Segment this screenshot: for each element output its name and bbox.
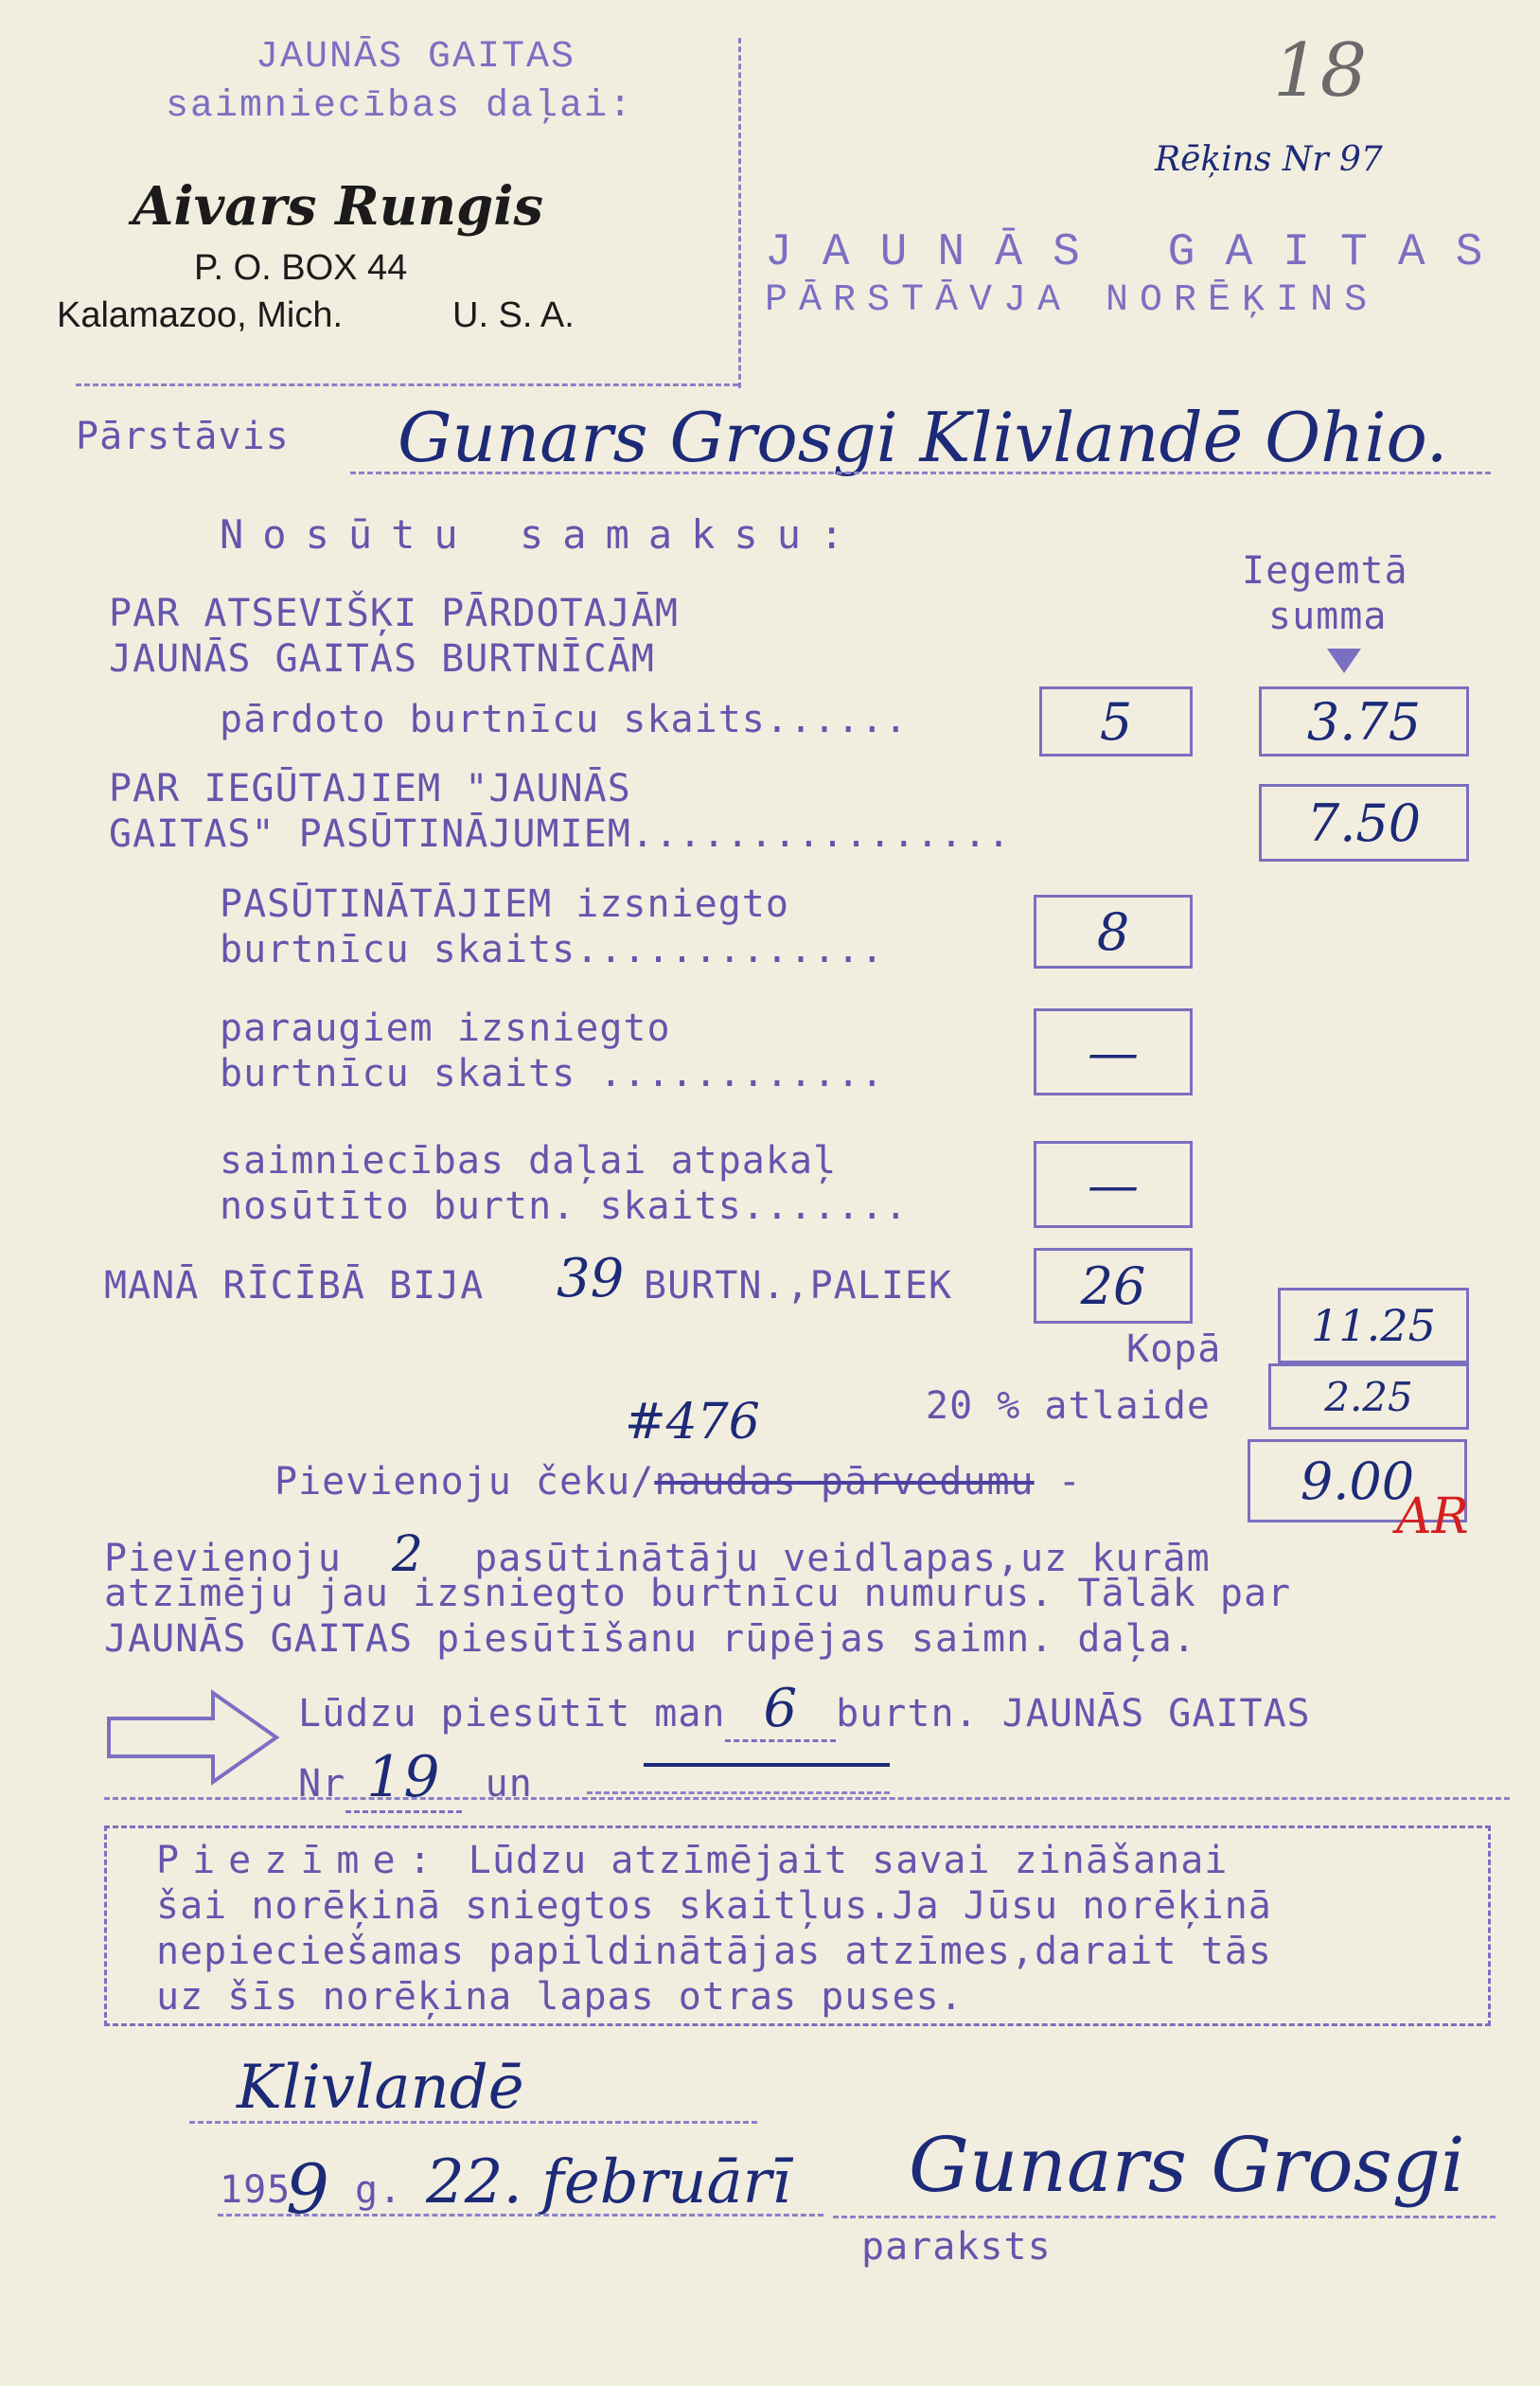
request-line-2 [298, 1744, 533, 1810]
subscriptions-sum-value: 7.50 [1306, 792, 1422, 853]
request-blank-line [587, 1791, 890, 1794]
samples-line-1: paraugiem izsniegto [220, 1006, 671, 1050]
request-line-1 [298, 1678, 1311, 1739]
sold-sum-value: 3.75 [1306, 691, 1422, 752]
footer-date: 22. februārī [426, 2147, 791, 2217]
discount-value: 2.25 [1324, 1373, 1413, 1420]
form-title-line-2: PĀRSTĀVJA NORĒĶINS [765, 279, 1379, 322]
remaining-value: 26 [1080, 1255, 1146, 1316]
page-number: 18 [1273, 28, 1368, 114]
to-subscribers-line-1: PASŪTINĀTĀJIEM izsniegto [220, 882, 789, 926]
sold-count-value: 5 [1099, 691, 1133, 752]
sender-city: Kalamazoo, Mich. [57, 295, 344, 335]
returned-line-1: saimniecības daļai atpakaļ [220, 1139, 838, 1183]
discount-box [1268, 1363, 1469, 1430]
request-and-label: un [485, 1762, 533, 1806]
header-divider-vertical [738, 38, 741, 388]
footer-place: Klivlandē [237, 2053, 524, 2123]
received-sum-label-1: Iegemtā [1242, 549, 1408, 593]
representative-label: Pārstāvis [76, 415, 290, 458]
attachment-line-2: atzīmēju jau izsniegto burtnīcu numurus. Tālāk par [104, 1572, 1292, 1615]
right-arrow-icon [104, 1685, 284, 1790]
note-label: Piezīme: [156, 1839, 445, 1882]
attach-check-suffix: - [1034, 1460, 1082, 1504]
note-line-1 [156, 1839, 1228, 1882]
recipient-line-2: saimniecības daļai: [166, 85, 634, 128]
to-subscribers-line-2: burtnīcu skaits............. [220, 928, 885, 971]
representative-value: Gunars Grosgi Klivlandē Ohio. [398, 398, 1448, 477]
footer-signature-line [833, 2216, 1496, 2218]
to-subscribers-value: 8 [1096, 901, 1130, 962]
footer-signature-label: paraksts [861, 2225, 1052, 2269]
note-line-3: nepieciešamas papildinātājas atzīmes,darait tās [156, 1930, 1272, 1973]
footer-g-label: g. [355, 2168, 403, 2212]
sold-count-label: pārdoto burtnīcu skaits...... [220, 698, 909, 741]
recipient-line-1: JAUNĀS GAITAS [256, 36, 576, 79]
request-handwritten-dash [644, 1763, 890, 1767]
red-initials: AR [1396, 1488, 1469, 1545]
request-nr-label: Nr [298, 1762, 346, 1806]
form-title-line-1: JAUNĀS GAITAS [765, 227, 1513, 278]
attachment-count: 2 [391, 1526, 425, 1583]
attach-check-struck: naudas pārvedumu [654, 1460, 1035, 1504]
request-prefix: Lūdzu piesūtīt man [298, 1692, 726, 1736]
footer-date-line [218, 2214, 823, 2217]
separately-sold-line-1: PAR ATSEVIŠĶI PĀRDOTAJĀM [109, 592, 679, 635]
footer-signature: Gunars Grosgi [909, 2121, 1465, 2209]
had-label-suffix: BURTN.,PALIEK [644, 1264, 953, 1308]
representative-line [350, 472, 1491, 474]
subscriptions-line-1: PAR IEGŪTAJIEM "JAUNĀS [109, 767, 631, 810]
attach-check-prefix: Pievienoju čeku/ [274, 1460, 655, 1504]
total-value: 11.25 [1311, 1300, 1436, 1351]
samples-box [1034, 1008, 1193, 1095]
returned-line-2: nosūtīto burtn. skaits....... [220, 1184, 909, 1228]
discount-label: 20 % atlaide [926, 1384, 1211, 1428]
attachment-line-3: JAUNĀS GAITAS piesūtīšanu rūpējas saimn. daļa. [104, 1617, 1196, 1661]
invoice-reference: Rēķins Nr 97 [1155, 140, 1383, 179]
note-line-2: šai norēķinā sniegtos skaitļus.Ja Jūsu norēķinā [156, 1884, 1272, 1928]
samples-line-2: burtnīcu skaits ............ [220, 1052, 885, 1095]
down-arrow-icon [1327, 649, 1361, 673]
had-label-prefix: MANĀ RĪCĪBĀ BIJA [104, 1264, 485, 1308]
footer-year-prefix: 195 [220, 2168, 292, 2212]
received-sum-label-2: summa [1268, 595, 1388, 638]
subscriptions-line-2: GAITAS" PASŪTINĀJUMIEM................ [109, 812, 1012, 856]
returned-box [1034, 1141, 1193, 1228]
footer-place-line [189, 2121, 757, 2124]
total-label: Kopā [1126, 1327, 1222, 1371]
sender-country: U. S. A. [452, 295, 575, 335]
footer-year-digit: 9 [286, 2149, 329, 2229]
remaining-box [1034, 1248, 1193, 1324]
returned-value: — [1088, 1154, 1139, 1215]
request-nr-value: 19 [345, 1744, 461, 1813]
samples-value: — [1088, 1022, 1139, 1082]
had-value: 39 [557, 1248, 625, 1309]
attach-check-label [274, 1460, 1082, 1504]
request-suffix: burtn. JAUNĀS GAITAS [836, 1692, 1311, 1736]
total-box [1278, 1288, 1469, 1363]
header-divider-horizontal [76, 383, 738, 386]
sold-sum-box [1259, 686, 1469, 757]
sold-count-box [1039, 686, 1193, 757]
note-line-4: uz šīs norēķina lapas otras puses. [156, 1975, 964, 2019]
attach-value: 9.00 [1300, 1451, 1415, 1511]
request-count: 6 [725, 1678, 836, 1742]
sender-name: Aivars Rungis [133, 175, 543, 238]
attachment-line-1-rest: pasūtinātāju veidlapas,uz kurām [474, 1537, 1211, 1580]
check-number: #476 [625, 1394, 760, 1451]
payment-heading: Nosūtu samaksu: [220, 511, 863, 558]
separately-sold-line-2: JAUNĀS GAITAS BURTNĪCĀM [109, 637, 655, 681]
request-divider [104, 1797, 1510, 1800]
to-subscribers-box [1034, 895, 1193, 969]
note-line-1-rest: Lūdzu atzīmējait savai zināšanai [468, 1839, 1229, 1882]
subscriptions-sum-box [1259, 784, 1469, 862]
attachment-prefix: Pievienoju [104, 1537, 342, 1580]
sender-po-box: P. O. BOX 44 [194, 248, 408, 288]
